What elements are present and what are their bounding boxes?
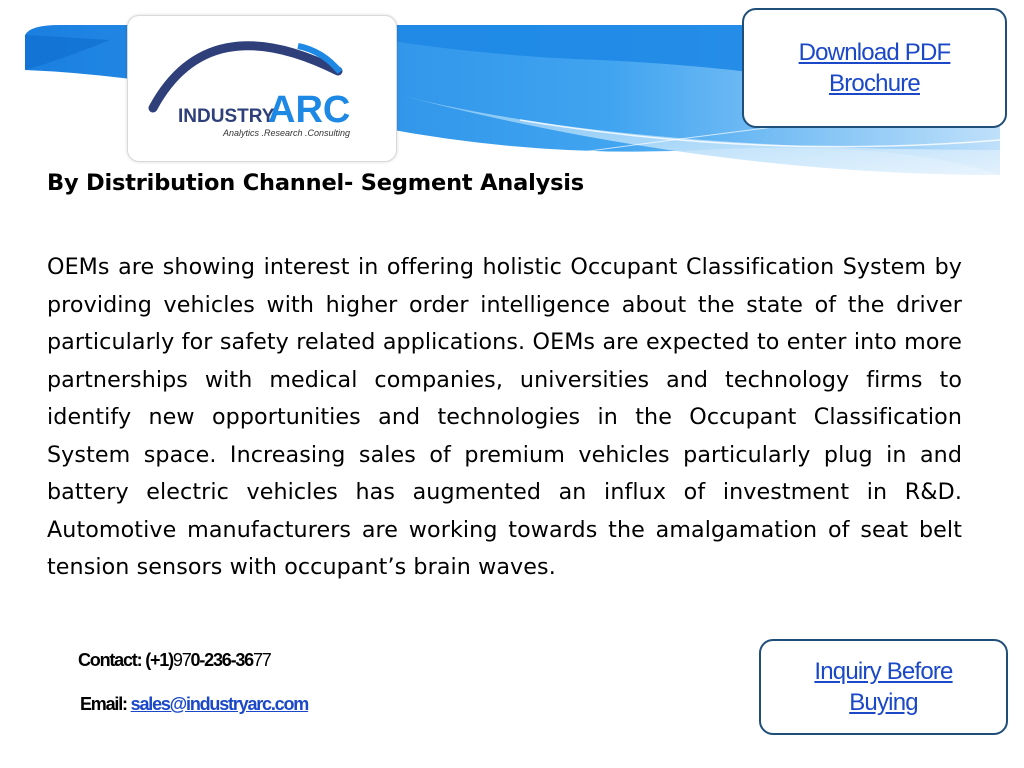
contact-label: Contact: (+1) [78,650,173,670]
contact-phone-part3: 77 [252,650,271,670]
inquiry-line2: Buying [849,689,918,716]
industryarc-logo [127,15,397,162]
section-heading: By Distribution Channel- Segment Analysis [47,170,584,196]
section-body: OEMs are showing interest in offering holistic Occupant Classification System by providing vehicles with higher order intelligence about the state of the driver particularly for safety related applications. OEMs are expected to enter into more partnerships with medical companies, universities and technology firms to identify new opportunities and technologies in the Occupant Classification System space. Increasing sales of premium vehicles particularly plug in and battery electric vehicles has augmented an influx of investment in R&D. Automotive manufacturers are working towards the amalgamation of seat belt tension sensors with occupant’s brain waves. [47,254,962,580]
inquiry-line1: Inquiry Before [814,658,953,685]
contact-phone-part1: 97 [172,650,191,670]
inquiry-before-buying-button[interactable] [759,639,1008,735]
contact-line [78,650,271,671]
pdf-line1: Download PDF [798,39,951,66]
download-pdf-link[interactable] [785,37,965,99]
pdf-line2: Brochure [829,70,920,97]
contact-phone-part2: 0-236-36 [190,650,253,670]
download-pdf-brochure-button[interactable] [742,8,1007,128]
logo-arc: ARC [268,89,351,131]
logo-industry: INDUSTRY [178,106,275,127]
logo-tagline: Analytics .Research .Consulting [223,128,351,138]
email-link[interactable]: sales@industryarc.com [130,694,309,714]
email-line [80,694,308,715]
email-label: Email: [80,694,127,714]
inquiry-link[interactable] [794,656,974,718]
